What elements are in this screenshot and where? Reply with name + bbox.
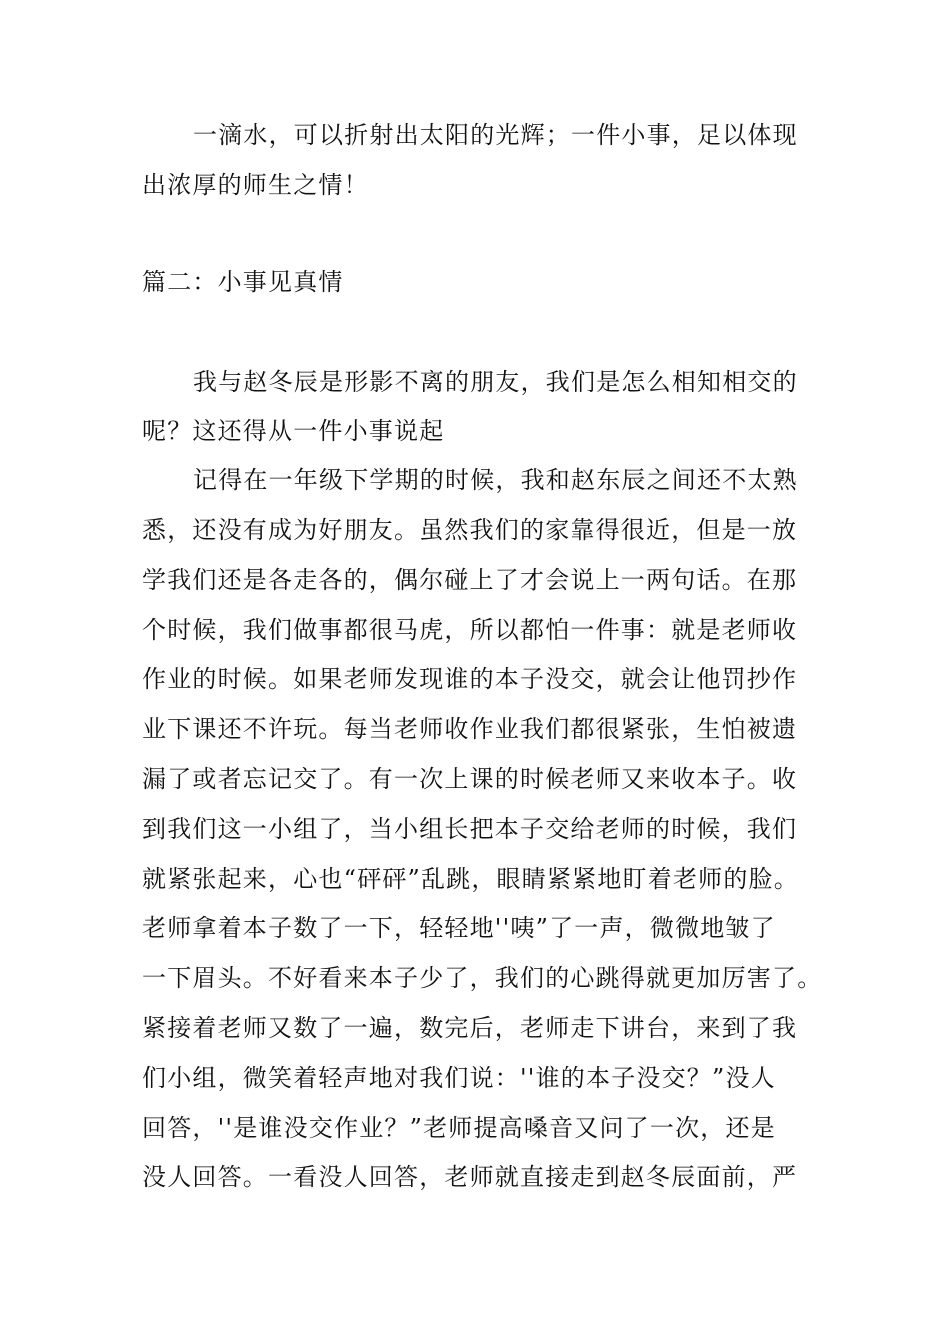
body-line-10: 到我们这一小组了，当小组长把本子交给老师的时候，我们 <box>142 815 798 843</box>
intro-line-2: 出浓厚的师生之情！ <box>142 171 369 199</box>
body-line-9: 漏了或者忘记交了。有一次上课的时候老师又来收本子。收 <box>142 765 798 793</box>
body-line-7: 作业的时候。如果老师发现谁的本子没交，就会让他罚抄作 <box>142 665 798 693</box>
body-line-3: 记得在一年级下学期的时候，我和赵东辰之间还不太熟 <box>193 466 798 494</box>
body-line-15: 们小组，微笑着轻声地对我们说：''谁的本子没交？”没人 <box>142 1064 776 1092</box>
body-line-1: 我与赵冬辰是形影不离的朋友，我们是怎么相知相交的 <box>193 368 798 396</box>
body-line-8: 业下课还不许玩。每当老师收作业我们都很紧张，生怕被遗 <box>142 715 798 743</box>
body-line-4: 悉，还没有成为好朋友。虽然我们的家靠得很近，但是一放 <box>142 516 798 544</box>
body-line-14: 紧接着老师又数了一遍，数完后，老师走下讲台，来到了我 <box>142 1014 798 1042</box>
body-line-11: 就紧张起来，心也“砰砰”乱跳，眼睛紧紧地盯着老师的脸。 <box>142 865 799 893</box>
body-line-5: 学我们还是各走各的，偶尔碰上了才会说上一两句话。在那 <box>142 566 798 594</box>
intro-line-1: 一滴水，可以折射出太阳的光辉；一件小事，足以体现 <box>193 121 798 149</box>
section-heading: 篇二：小事见真情 <box>142 268 344 296</box>
body-line-6: 个时候，我们做事都很马虎，所以都怕一件事：就是老师收 <box>142 616 798 644</box>
body-line-13: 一下眉头。不好看来本子少了，我们的心跳得就更加厉害了。 <box>142 964 823 992</box>
body-line-17: 没人回答。一看没人回答，老师就直接走到赵冬辰面前，严 <box>142 1163 798 1191</box>
body-line-2: 呢？这还得从一件小事说起 <box>142 417 445 445</box>
body-line-16: 回答，''是谁没交作业？”老师提高嗓音又问了一次，还是 <box>142 1114 776 1142</box>
body-line-12: 老师拿着本子数了一下，轻轻地''咦”了一声，微微地皱了 <box>142 914 776 942</box>
